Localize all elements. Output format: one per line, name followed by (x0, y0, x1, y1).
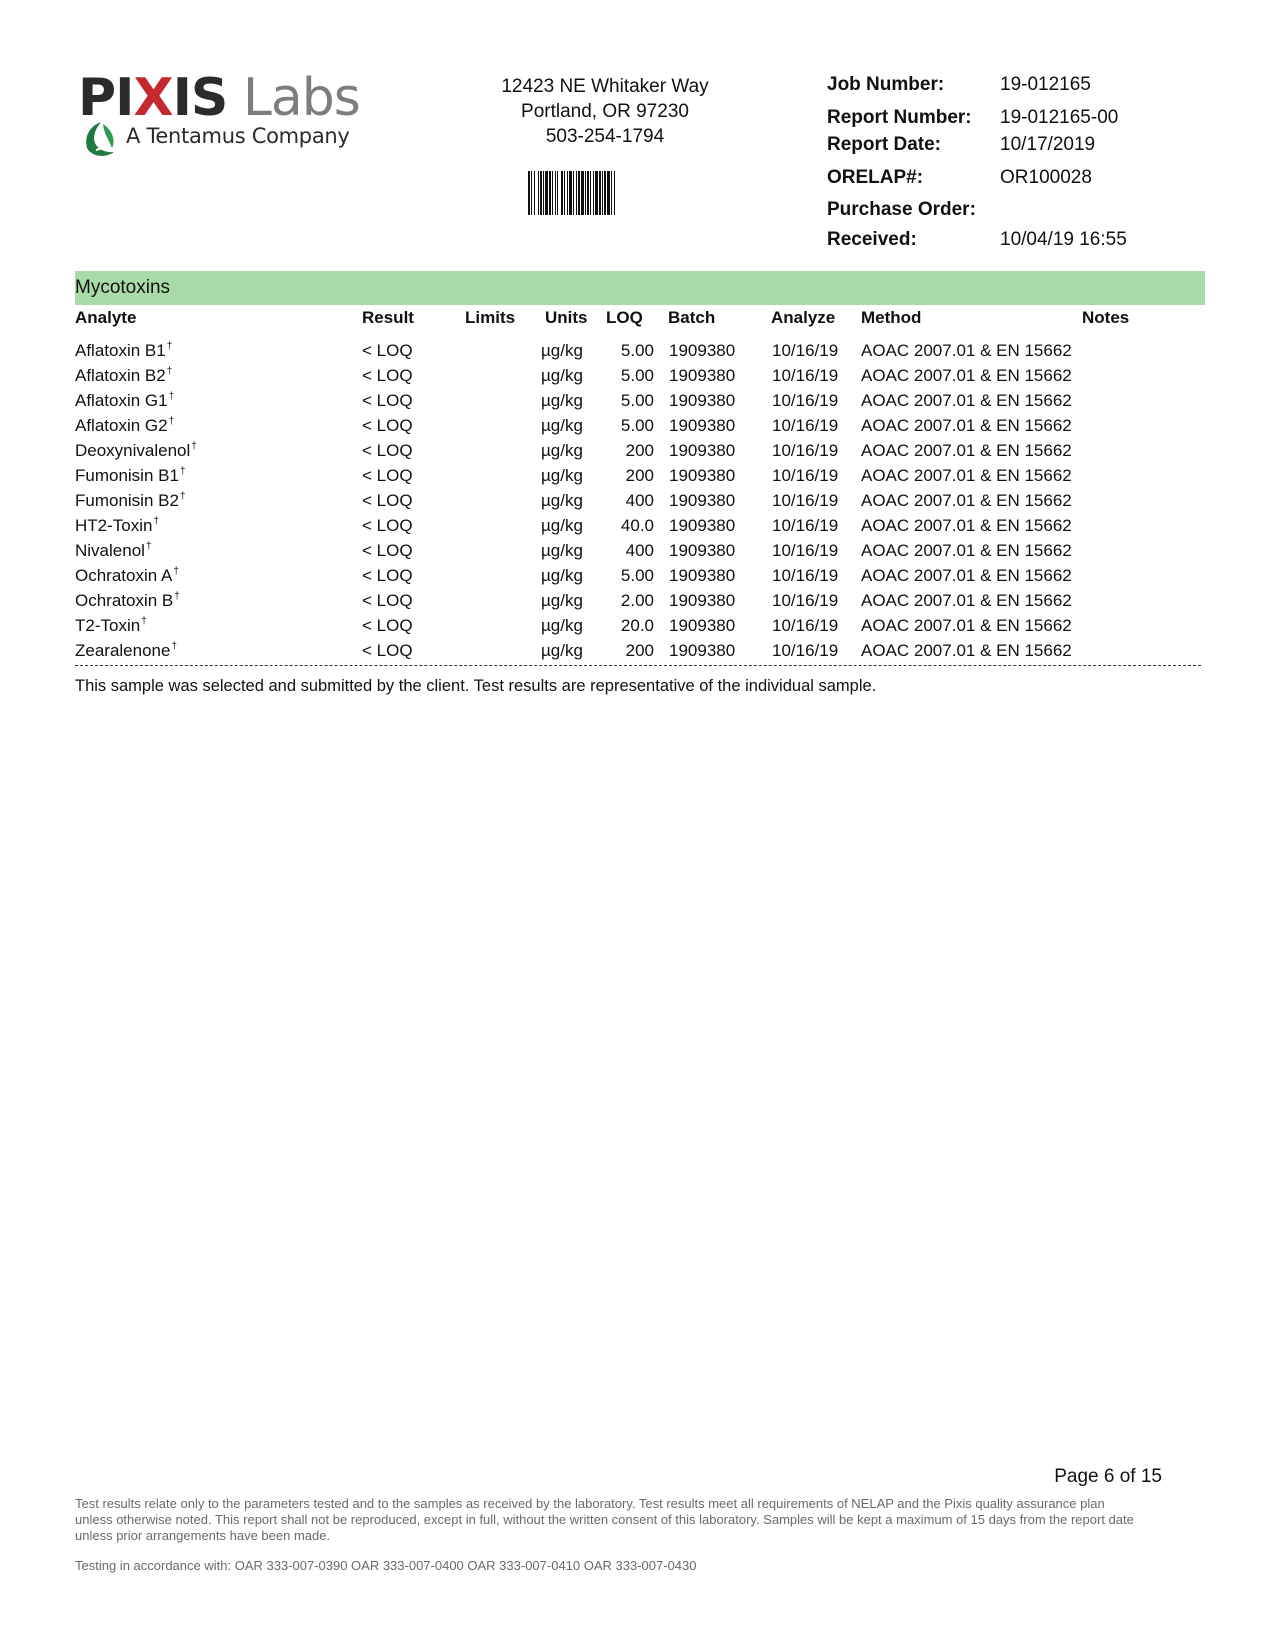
cell-analyze-text: 10/16/19 (772, 516, 839, 535)
cell-analyte (75, 341, 172, 361)
footer-compliance: Testing in accordance with: OAR 333-007-0390 OAR 333-007-0400 OAR 333-007-0410 OAR 333-007-0430 (75, 1558, 697, 1573)
cell-result-text: < LOQ (362, 391, 413, 410)
cell-method (861, 516, 1072, 536)
section-title: Mycotoxins (75, 277, 171, 298)
cell-analyze-text: 10/16/19 (772, 466, 839, 485)
cell-result-text: < LOQ (362, 641, 413, 660)
cell-method-text: AOAC 2007.01 & EN 15662 (861, 641, 1072, 660)
cell-units-text: µg/kg (541, 616, 583, 635)
cell-batch-text: 1909380 (669, 516, 736, 535)
cell-units (541, 416, 583, 436)
cell-units-text: µg/kg (541, 441, 583, 460)
cell-method (861, 416, 1072, 436)
cell-analyze (772, 616, 838, 636)
cell-method-text: AOAC 2007.01 & EN 15662 (861, 516, 1072, 535)
cell-result-text: < LOQ (362, 616, 413, 635)
accreditation-dagger-mark: † (174, 591, 180, 602)
logo-wordmark (78, 70, 360, 126)
cell-analyte-text: Fumonisin B1 (75, 466, 179, 485)
cell-loq-text: 5.00 (620, 391, 654, 410)
cell-analyte (75, 616, 147, 636)
cell-units-text: µg/kg (541, 591, 583, 610)
page-number: Page 6 of 15 (1054, 1466, 1162, 1487)
cell-loq (626, 641, 654, 661)
cell-analyze (772, 516, 838, 536)
cell-batch (669, 516, 735, 536)
cell-analyze-text: 10/16/19 (772, 566, 839, 585)
barcode-image (528, 171, 670, 215)
cell-loq (626, 491, 654, 511)
cell-loq-text: 5.00 (620, 366, 654, 385)
cell-units (541, 466, 583, 486)
report-number-value: 19-012165-00 (1000, 107, 1119, 128)
purchase-order-label: Purchase Order: (827, 199, 976, 220)
address-city: Portland, OR 97230 (521, 101, 689, 122)
column-header-result: Result (362, 308, 414, 327)
cell-units-text: µg/kg (541, 416, 583, 435)
cell-result (362, 616, 413, 636)
logo-text-pi: PI (78, 68, 134, 128)
accreditation-dagger-mark: † (145, 541, 152, 552)
cell-method-text: AOAC 2007.01 & EN 15662 (861, 541, 1072, 560)
cell-loq-text: 40.0 (620, 516, 654, 535)
accreditation-dagger-mark: † (153, 516, 160, 527)
cell-batch-text: 1909380 (669, 366, 736, 385)
cell-method-text: AOAC 2007.01 & EN 15662 (861, 441, 1072, 460)
cell-units-text: µg/kg (541, 541, 583, 560)
cell-analyze (772, 416, 838, 436)
cell-units-text: µg/kg (541, 341, 583, 360)
cell-analyte-text: Ochratoxin A (75, 566, 173, 585)
cell-result (362, 416, 413, 436)
cell-units-text: µg/kg (541, 366, 583, 385)
cell-batch (669, 616, 735, 636)
accreditation-dagger-mark: † (191, 441, 197, 452)
cell-loq (621, 416, 654, 436)
cell-analyze (772, 566, 838, 586)
address-street: 12423 NE Whitaker Way (501, 76, 709, 97)
accreditation-dagger-mark: † (173, 566, 179, 577)
cell-batch-text: 1909380 (669, 591, 736, 610)
cell-batch-text: 1909380 (669, 491, 736, 510)
cell-result-text: < LOQ (362, 566, 413, 585)
cell-result (362, 391, 413, 411)
cell-units-text: µg/kg (541, 566, 583, 585)
cell-analyze-text: 10/16/19 (772, 616, 839, 635)
cell-result (362, 541, 413, 561)
cell-analyte-text: Aflatoxin B2 (75, 366, 166, 385)
cell-batch-text: 1909380 (669, 616, 736, 635)
logo-tagline: A Tentamus Company (126, 124, 350, 148)
orelap-value: OR100028 (1000, 167, 1092, 188)
cell-result (362, 591, 413, 611)
cell-loq (626, 466, 654, 486)
cell-result (362, 341, 413, 361)
cell-analyte (75, 541, 152, 561)
cell-result-text: < LOQ (362, 366, 413, 385)
cell-loq (621, 341, 654, 361)
column-header-limits: Limits (465, 308, 516, 327)
cell-batch (669, 541, 735, 561)
cell-analyte (75, 416, 174, 436)
cell-analyze (772, 341, 838, 361)
cell-analyte-text: Aflatoxin G2 (75, 416, 168, 435)
cell-loq-text: 200 (625, 641, 654, 660)
job-number-value: 19-012165 (1000, 74, 1091, 95)
cell-analyte (75, 591, 180, 611)
accreditation-dagger-mark: † (166, 341, 173, 352)
cell-result-text: < LOQ (362, 516, 413, 535)
cell-batch (669, 466, 735, 486)
cell-analyte-text: Aflatoxin G1 (75, 391, 168, 410)
cell-batch (669, 641, 735, 661)
received-label: Received: (827, 229, 917, 250)
cell-analyze-text: 10/16/19 (772, 641, 839, 660)
accreditation-dagger-mark: † (168, 416, 175, 427)
cell-batch-text: 1909380 (669, 566, 736, 585)
report-number-label: Report Number: (827, 107, 972, 128)
section-header-mycotoxins (75, 271, 1205, 305)
cell-units-text: µg/kg (541, 491, 583, 510)
cell-analyte-text: Fumonisin B2 (75, 491, 179, 510)
cell-loq (626, 441, 654, 461)
cell-method (861, 616, 1072, 636)
cell-batch (669, 341, 735, 361)
cell-units (541, 391, 583, 411)
cell-loq (621, 616, 654, 636)
cell-result-text: < LOQ (362, 591, 413, 610)
cell-loq-text: 200 (625, 441, 654, 460)
cell-method-text: AOAC 2007.01 & EN 15662 (861, 591, 1072, 610)
cell-analyze-text: 10/16/19 (772, 441, 839, 460)
cell-result (362, 366, 413, 386)
cell-units (541, 516, 583, 536)
column-header-batch: Batch (668, 308, 716, 327)
cell-result-text: < LOQ (362, 466, 413, 485)
cell-batch-text: 1909380 (669, 416, 736, 435)
cell-analyte-text: Nivalenol (75, 541, 145, 560)
cell-batch-text: 1909380 (669, 391, 736, 410)
accreditation-dagger-mark: † (141, 616, 147, 627)
cell-loq-text: 20.0 (620, 616, 654, 635)
cell-method (861, 391, 1072, 411)
cell-method-text: AOAC 2007.01 & EN 15662 (861, 616, 1072, 635)
cell-method-text: AOAC 2007.01 & EN 15662 (861, 466, 1072, 485)
cell-batch-text: 1909380 (669, 441, 736, 460)
cell-loq (621, 516, 654, 536)
cell-result (362, 516, 413, 536)
cell-units-text: µg/kg (541, 391, 583, 410)
cell-method-text: AOAC 2007.01 & EN 15662 (861, 341, 1072, 360)
logo-text-labs: Labs (242, 68, 360, 128)
cell-analyte-text: Deoxynivalenol (75, 441, 191, 460)
accreditation-dagger-mark: † (166, 366, 173, 377)
accreditation-dagger-mark: † (179, 466, 186, 477)
cell-analyze-text: 10/16/19 (772, 366, 839, 385)
cell-loq (621, 366, 654, 386)
cell-analyze-text: 10/16/19 (772, 541, 839, 560)
cell-method (861, 366, 1072, 386)
cell-result (362, 566, 413, 586)
cell-analyze (772, 591, 838, 611)
cell-analyze (772, 366, 838, 386)
table-end-divider (75, 665, 1201, 666)
report-date-value: 10/17/2019 (1000, 134, 1096, 155)
cell-loq-text: 5.00 (620, 566, 654, 585)
sample-note: This sample was selected and submitted by the client. Test results are representative of the individual sample. (75, 677, 877, 695)
orelap-label: ORELAP#: (827, 167, 924, 188)
cell-method (861, 466, 1072, 486)
cell-analyte (75, 391, 174, 411)
cell-analyze-text: 10/16/19 (772, 491, 839, 510)
cell-result-text: < LOQ (362, 541, 413, 560)
column-header-method: Method (861, 308, 922, 327)
cell-loq (621, 591, 654, 611)
footer-disclaimer: Test results relate only to the parameters tested and to the samples as received by the laboratory. Test results meet all requirements of NELAP and the Pixis quality assurance plan unless otherwise noted. This report shall not be reproduced, except in full, without the written consent of this laboratory. Samples will be kept a maximum of 15 days from the report date unless prior arrangements have been made. (75, 1496, 1134, 1543)
cell-analyte (75, 466, 186, 486)
cell-units (541, 366, 583, 386)
cell-loq-text: 200 (625, 466, 654, 485)
cell-analyze (772, 641, 838, 661)
cell-result (362, 441, 413, 461)
cell-batch-text: 1909380 (669, 541, 736, 560)
cell-loq-text: 5.00 (620, 341, 654, 360)
column-header-analyte: Analyte (75, 308, 137, 327)
address-phone: 503-254-1794 (545, 126, 665, 147)
cell-analyte (75, 516, 159, 536)
cell-method (861, 491, 1072, 511)
cell-units-text: µg/kg (541, 516, 583, 535)
cell-batch-text: 1909380 (669, 466, 736, 485)
cell-analyze-text: 10/16/19 (772, 416, 839, 435)
cell-batch (669, 566, 735, 586)
leaf-icon (82, 118, 120, 160)
cell-method-text: AOAC 2007.01 & EN 15662 (861, 491, 1072, 510)
cell-analyze (772, 491, 838, 511)
cell-method (861, 441, 1072, 461)
logo-text-is: IS (172, 68, 228, 128)
cell-analyte-text: T2-Toxin (75, 616, 141, 635)
cell-units (541, 566, 583, 586)
cell-result-text: < LOQ (362, 441, 413, 460)
cell-result (362, 641, 413, 661)
column-header-loq: LOQ (606, 308, 643, 327)
column-header-units: Units (545, 308, 588, 327)
cell-analyze-text: 10/16/19 (772, 341, 839, 360)
column-header-analyze: Analyze (771, 308, 836, 327)
cell-analyte-text: Ochratoxin B (75, 591, 174, 610)
accreditation-dagger-mark: † (168, 391, 175, 402)
cell-analyte (75, 566, 179, 586)
cell-result-text: < LOQ (362, 491, 413, 510)
cell-result (362, 491, 413, 511)
cell-units (541, 491, 583, 511)
cell-method-text: AOAC 2007.01 & EN 15662 (861, 416, 1072, 435)
cell-batch (669, 441, 735, 461)
cell-analyze-text: 10/16/19 (772, 591, 839, 610)
received-value: 10/04/19 16:55 (1000, 229, 1127, 250)
cell-loq-text: 400 (625, 541, 654, 560)
cell-method (861, 591, 1072, 611)
cell-analyze (772, 391, 838, 411)
column-header-notes: Notes (1082, 308, 1130, 327)
cell-units-text: µg/kg (541, 466, 583, 485)
cell-result-text: < LOQ (362, 416, 413, 435)
cell-batch (669, 366, 735, 386)
cell-batch-text: 1909380 (669, 341, 736, 360)
cell-analyze-text: 10/16/19 (772, 391, 839, 410)
cell-batch (669, 591, 735, 611)
cell-units-text: µg/kg (541, 641, 583, 660)
lab-address (470, 74, 740, 149)
cell-batch (669, 491, 735, 511)
cell-analyte (75, 641, 177, 661)
cell-units (541, 616, 583, 636)
cell-analyte-text: Aflatoxin B1 (75, 341, 166, 360)
cell-method (861, 641, 1072, 661)
accreditation-dagger-mark: † (179, 491, 186, 502)
cell-analyze (772, 466, 838, 486)
cell-analyze (772, 441, 838, 461)
cell-analyte-text: Zearalenone (75, 641, 171, 660)
cell-analyte (75, 441, 197, 461)
cell-method-text: AOAC 2007.01 & EN 15662 (861, 391, 1072, 410)
report-date-label: Report Date: (827, 134, 942, 155)
cell-loq-text: 2.00 (620, 591, 654, 610)
logo-text-x: X (133, 68, 173, 128)
cell-batch (669, 416, 735, 436)
cell-loq-text: 400 (625, 491, 654, 510)
accreditation-dagger-mark: † (171, 641, 178, 652)
cell-units (541, 541, 583, 561)
cell-result (362, 466, 413, 486)
cell-analyte (75, 366, 172, 386)
cell-loq (621, 566, 654, 586)
cell-method-text: AOAC 2007.01 & EN 15662 (861, 566, 1072, 585)
cell-method-text: AOAC 2007.01 & EN 15662 (861, 366, 1072, 385)
cell-analyte (75, 491, 186, 511)
cell-method (861, 341, 1072, 361)
cell-loq (621, 391, 654, 411)
cell-loq-text: 5.00 (620, 416, 654, 435)
cell-batch-text: 1909380 (669, 641, 736, 660)
cell-analyze (772, 541, 838, 561)
cell-units (541, 441, 583, 461)
cell-units (541, 641, 583, 661)
job-number-label: Job Number: (827, 74, 945, 95)
cell-units (541, 341, 583, 361)
cell-analyte-text: HT2-Toxin (75, 516, 153, 535)
company-logo (78, 70, 368, 170)
cell-loq (626, 541, 654, 561)
cell-batch (669, 391, 735, 411)
cell-units (541, 591, 583, 611)
cell-method (861, 566, 1072, 586)
cell-method (861, 541, 1072, 561)
cell-result-text: < LOQ (362, 341, 413, 360)
